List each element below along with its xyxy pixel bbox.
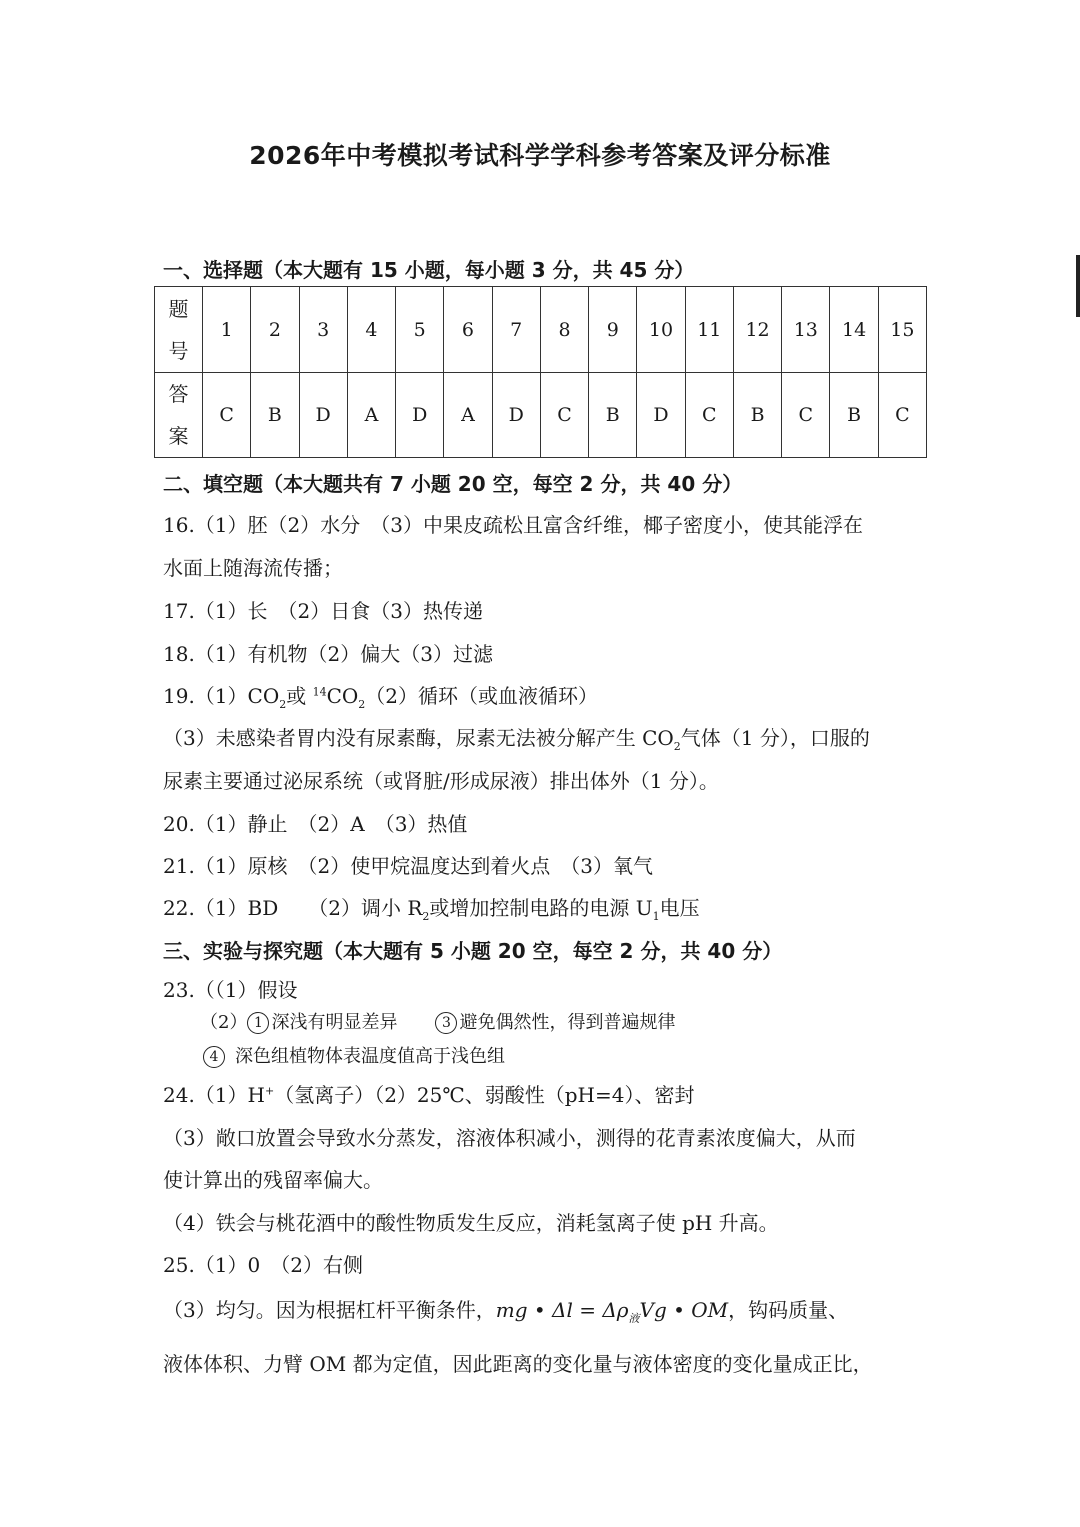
question-number: 12 [733, 287, 781, 373]
answer-line-24a: 24.（1）H+（氢离子）（2）25℃、弱酸性（pH=4）、密封 [163, 1083, 695, 1107]
question-number: 8 [540, 287, 588, 373]
answer-cell: A [444, 373, 492, 458]
answer-table [154, 286, 927, 458]
question-number: 2 [251, 287, 299, 373]
section-3-heading: 三、实验与探究题（本大题有 5 小题 20 空，每空 2 分，共 40 分） [163, 939, 783, 963]
circled-number: 4 [203, 1046, 225, 1068]
circled-number: 1 [247, 1012, 269, 1034]
question-number: 7 [492, 287, 540, 373]
answer-line-25a: 25.（1）0 （2）右侧 [163, 1253, 363, 1277]
answer-line-23c: 4 深色组植物体表温度值高于浅色组 [203, 1042, 505, 1068]
answer-line-21: 21.（1）原核 （2）使甲烷温度达到着火点 （3）氧气 [163, 854, 653, 878]
answer-line-25c: 液体体积、力臂 OM 都为定值，因此距离的变化量与液体密度的变化量成正比， [163, 1352, 873, 1376]
answer-line-24c: 使计算出的残留率偏大。 [163, 1168, 383, 1192]
answer-line-24b: （3）敞口放置会导致水分蒸发，溶液体积减小，测得的花青素浓度偏大，从而 [163, 1126, 856, 1150]
answer-cell: D [396, 373, 444, 458]
answer-line-19a: $19.(1)CO_2$或 $^{14}CO_2(2)$循环（或血液循环） [163, 684, 599, 711]
answer-cell: A [347, 373, 395, 458]
section-1-heading: 一、选择题（本大题有 15 小题，每小题 3 分，共 45 分） [163, 258, 695, 282]
formula: mg • $\Delta l = \Delta\rho_液Vg$ • OM [495, 1298, 729, 1325]
answer-line-20: 20.（1）静止 （2）A （3）热值 [163, 812, 468, 836]
answer-line-24d: （4）铁会与桃花酒中的酸性物质发生反应，消耗氢离子使 pH 升高。 [163, 1211, 779, 1235]
scan-edge-mark [1076, 255, 1080, 317]
answer-line-23a: 23.（（1）假设 [163, 978, 298, 1002]
answer-cell: B [589, 373, 637, 458]
question-number: 5 [396, 287, 444, 373]
answer-cell: C [203, 373, 251, 458]
question-number: 3 [299, 287, 347, 373]
table-row-answers [155, 373, 927, 458]
answer-line-19b: （3）未感染者胃内没有尿素酶，尿素无法被分解产生 $CO_2$气体（1 分），口服的 [163, 726, 870, 753]
answer-line-16b: 水面上随海流传播； [163, 556, 343, 580]
answer-cell: C [540, 373, 588, 458]
answer-line-18: 18.（1）有机物（2）偏大（3）过滤 [163, 642, 493, 666]
answer-line-19c: 尿素主要通过泌尿系统（或肾脏/形成尿液）排出体外（1 分）。 [163, 769, 719, 793]
question-number: 1 [203, 287, 251, 373]
answer-line-22: 22.（1）BD （2）调小 $R_2$或增加控制电路的电源 $U_1$电压 [163, 896, 700, 923]
circled-number: 3 [435, 1012, 457, 1034]
table-row-numbers [155, 287, 927, 373]
question-number: 4 [347, 287, 395, 373]
row-header-number: 题 号 [155, 287, 203, 373]
answer-cell: C [878, 373, 926, 458]
answer-cell: B [251, 373, 299, 458]
question-number: 11 [685, 287, 733, 373]
row-header-answer: 答 案 [155, 373, 203, 458]
question-number: 6 [444, 287, 492, 373]
answer-cell: D [492, 373, 540, 458]
answer-cell: D [299, 373, 347, 458]
answer-line-16a: 16.（1）胚（2）水分 （3）中果皮疏松且富含纤维，椰子密度小，使其能浮在 [163, 513, 863, 537]
question-number: 14 [830, 287, 878, 373]
answer-line-25b: （3）均匀。因为根据杠杆平衡条件，mg • $\Delta l = \Delta\rho_液Vg$ • OM，钩码质量、 [163, 1298, 849, 1325]
page-title: 2026年中考模拟考试科学学科参考答案及评分标准 [249, 141, 831, 170]
section-2-heading: 二、填空题（本大题共有 7 小题 20 空，每空 2 分，共 40 分） [163, 472, 743, 496]
answer-cell: B [830, 373, 878, 458]
answer-line-23b: （2） 1 深浅有明显差异 3 避免偶然性，得到普遍规律 [200, 1012, 676, 1033]
answer-cell: C [782, 373, 830, 458]
question-number: 10 [637, 287, 685, 373]
answer-cell: C [685, 373, 733, 458]
answer-line-17: 17.（1）长 （2）日食（3）热传递 [163, 599, 483, 623]
question-number: 9 [589, 287, 637, 373]
answer-cell: B [733, 373, 781, 458]
question-number: 15 [878, 287, 926, 373]
answer-cell: D [637, 373, 685, 458]
question-number: 13 [782, 287, 830, 373]
